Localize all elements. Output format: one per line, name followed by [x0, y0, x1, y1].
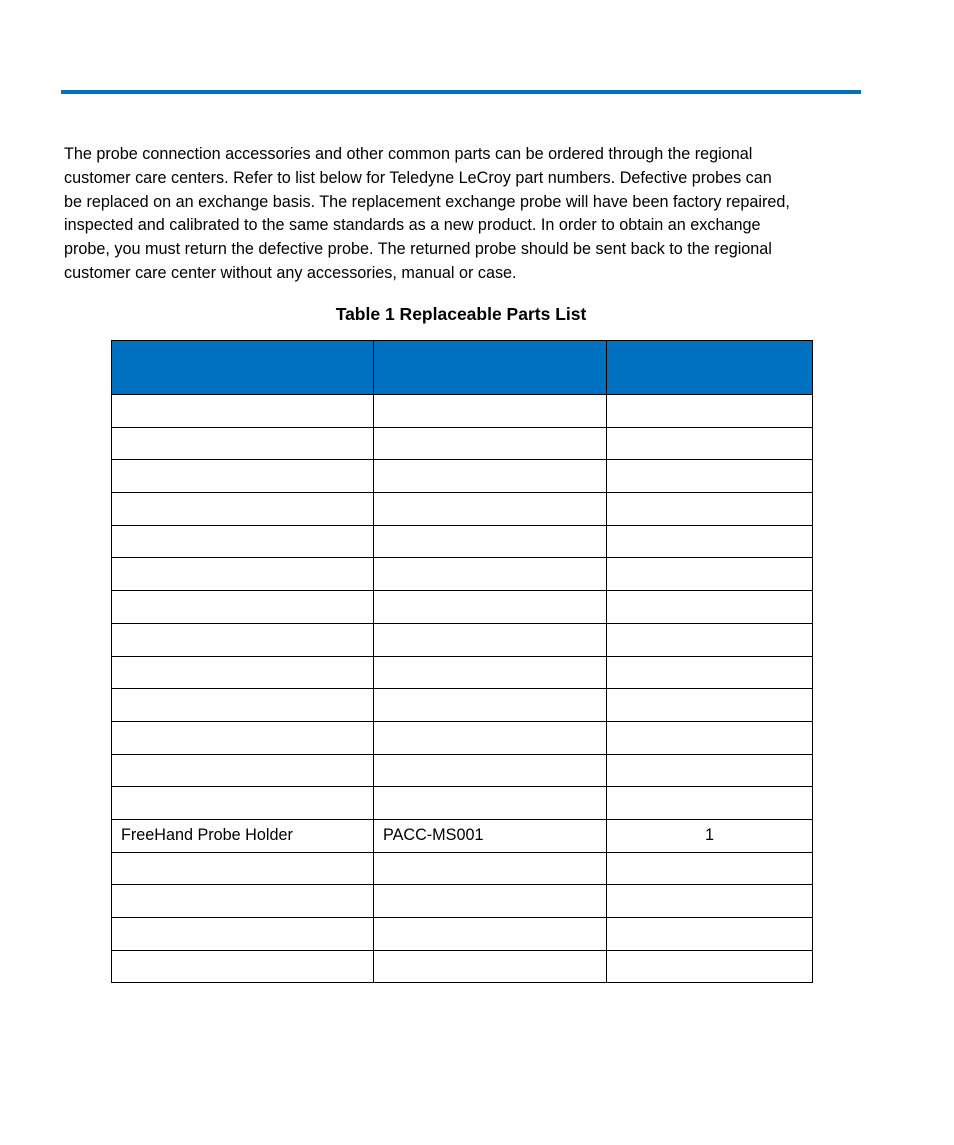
table-row	[112, 787, 813, 820]
cell-description	[112, 427, 374, 460]
cell-part-number	[374, 525, 607, 558]
cell-description	[112, 656, 374, 689]
cell-quantity	[607, 591, 813, 624]
cell-quantity	[607, 558, 813, 591]
table-row	[112, 689, 813, 722]
cell-quantity	[607, 721, 813, 754]
intro-line: probe, you must return the defective probe. The returned probe should be sent back to the regional	[64, 240, 772, 259]
table-row	[112, 950, 813, 983]
table-row	[112, 754, 813, 787]
cell-quantity	[607, 885, 813, 918]
cell-description	[112, 885, 374, 918]
cell-description	[112, 591, 374, 624]
table-row	[112, 918, 813, 951]
replaceable-parts-table	[111, 340, 813, 983]
table-caption: Table 1 Replaceable Parts List	[335, 304, 587, 324]
table-row	[112, 591, 813, 624]
cell-part-number	[374, 591, 607, 624]
intro-line: The probe connection accessories and other common parts can be ordered through the regional	[64, 145, 753, 163]
table-row	[112, 460, 813, 493]
cell-part-number	[374, 558, 607, 591]
cell-description	[112, 395, 374, 428]
cell-part-number	[374, 787, 607, 820]
table-row	[112, 525, 813, 558]
table-row	[112, 558, 813, 591]
cell-description	[112, 754, 374, 787]
header-cell-description	[112, 341, 374, 395]
cell-description	[112, 460, 374, 493]
cell-part-number	[374, 395, 607, 428]
table-row	[112, 493, 813, 526]
intro-line: customer care center without any accessories, manual or case.	[64, 263, 517, 282]
cell-part-number	[374, 754, 607, 787]
cell-quantity	[607, 493, 813, 526]
table-body	[112, 395, 813, 983]
cell-part-number	[374, 950, 607, 983]
cell-part-number	[374, 721, 607, 754]
cell-part-number	[374, 885, 607, 918]
cell-description	[112, 493, 374, 526]
cell-description	[112, 689, 374, 722]
cell-description	[112, 852, 374, 885]
cell-description: FreeHand Probe Holder	[112, 819, 374, 852]
cell-quantity	[607, 656, 813, 689]
cell-description	[112, 558, 374, 591]
cell-part-number: PACC-MS001	[374, 819, 607, 852]
header-cell-quantity	[607, 341, 813, 395]
table-row	[112, 656, 813, 689]
cell-part-number	[374, 460, 607, 493]
cell-description	[112, 525, 374, 558]
cell-description	[112, 950, 374, 983]
cell-part-number	[374, 689, 607, 722]
table-row	[112, 721, 813, 754]
header-rule	[61, 90, 861, 94]
cell-quantity	[607, 525, 813, 558]
table-row	[112, 819, 813, 852]
cell-part-number	[374, 852, 607, 885]
cell-quantity	[607, 918, 813, 951]
intro-line: customer care centers. Refer to list below for Teledyne LeCroy part numbers. Defective probes can	[64, 168, 772, 187]
cell-description	[112, 787, 374, 820]
cell-quantity	[607, 754, 813, 787]
intro-line: inspected and calibrated to the same standards as a new product. In order to obtain an exchange	[64, 216, 761, 235]
header-cell-part-number	[374, 341, 607, 395]
cell-part-number	[374, 623, 607, 656]
cell-quantity	[607, 950, 813, 983]
table-row	[112, 852, 813, 885]
cell-quantity	[607, 427, 813, 460]
cell-quantity	[607, 852, 813, 885]
cell-quantity	[607, 689, 813, 722]
cell-part-number	[374, 918, 607, 951]
cell-quantity	[607, 787, 813, 820]
cell-quantity	[607, 623, 813, 656]
table-row	[112, 395, 813, 428]
cell-description	[112, 623, 374, 656]
cell-quantity: 1	[607, 819, 813, 852]
table-row	[112, 427, 813, 460]
cell-description	[112, 721, 374, 754]
table-header-row	[112, 341, 813, 395]
intro-line: be replaced on an exchange basis. The replacement exchange probe will have been factory repaired,	[64, 192, 790, 211]
cell-part-number	[374, 656, 607, 689]
cell-description	[112, 918, 374, 951]
cell-quantity	[607, 395, 813, 428]
intro-paragraph	[64, 143, 864, 286]
cell-quantity	[607, 460, 813, 493]
cell-part-number	[374, 427, 607, 460]
table-row	[112, 623, 813, 656]
table-row	[112, 885, 813, 918]
cell-part-number	[374, 493, 607, 526]
